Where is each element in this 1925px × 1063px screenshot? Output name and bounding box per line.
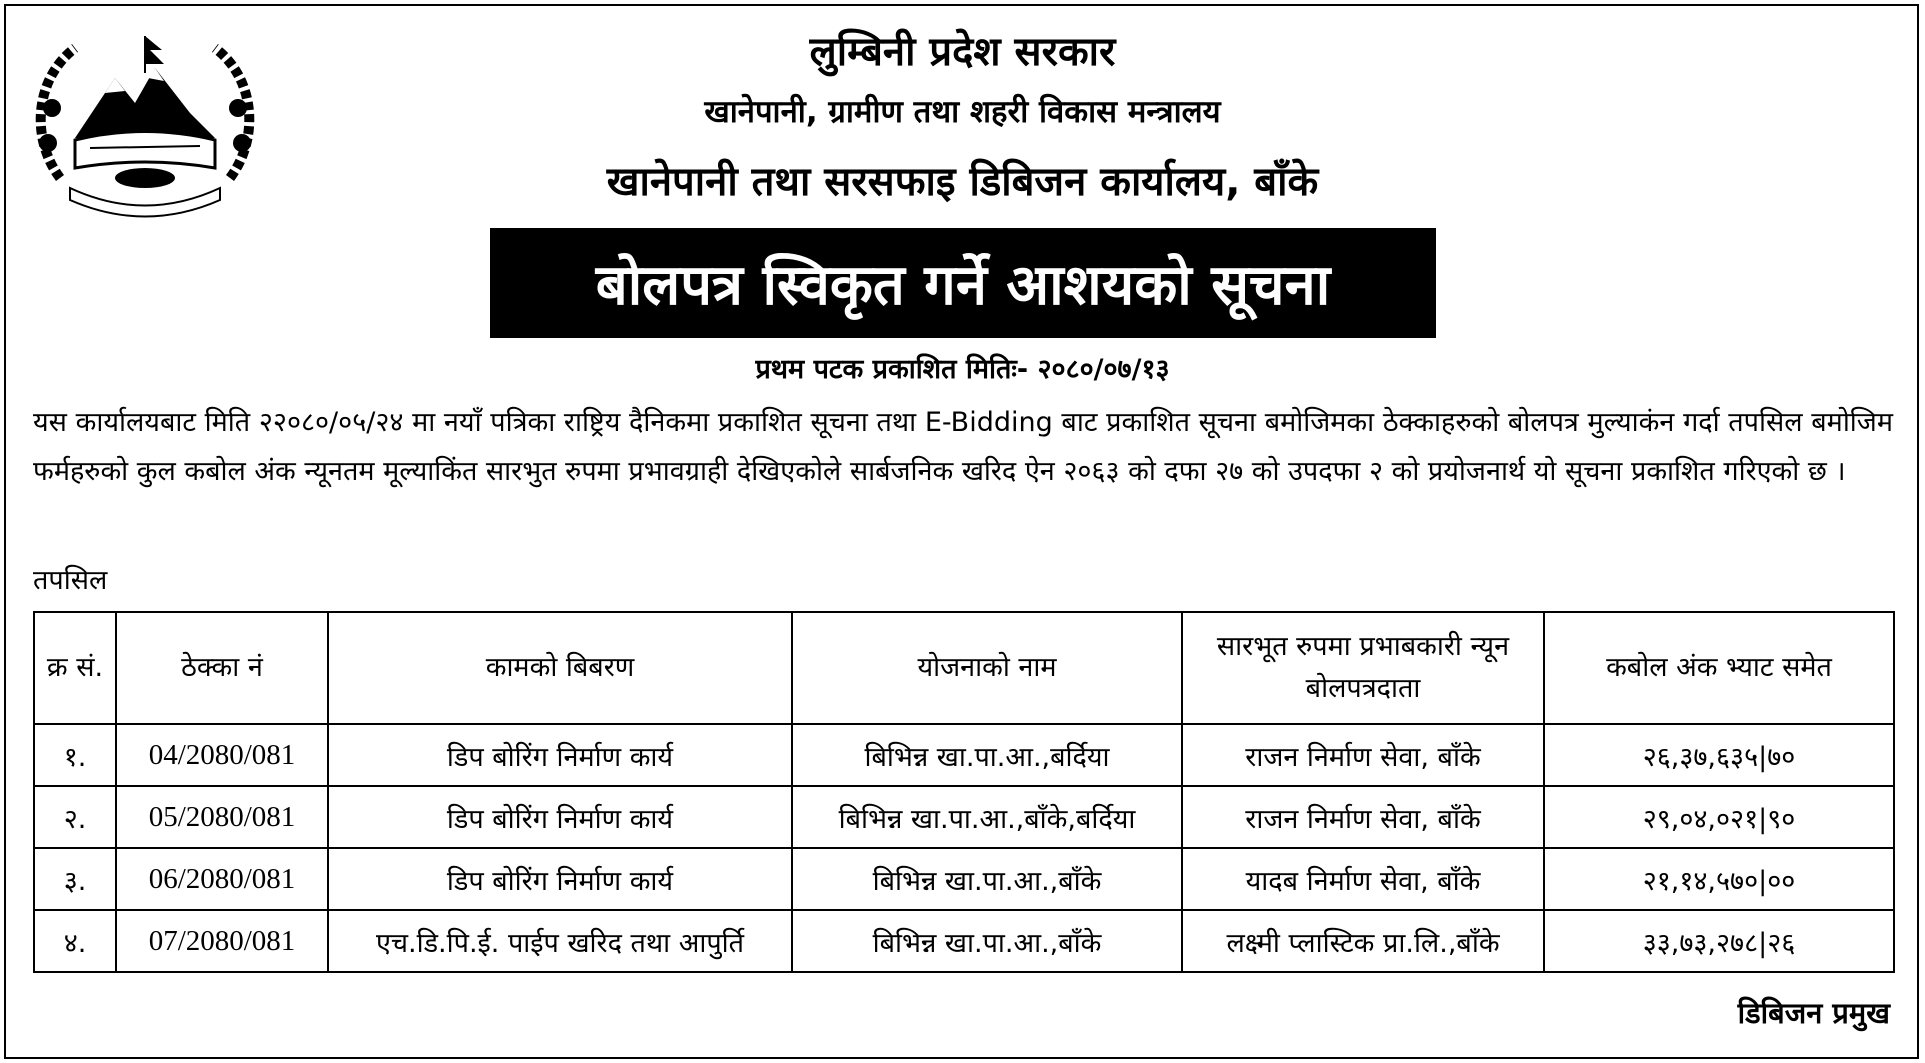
table-row	[34, 786, 1894, 848]
notice-body: यस कार्यालयबाट मिति २२०८०/०५/२४ मा नयाँ पत्रिका राष्ट्रिय दैनिकमा प्रकाशित सूचना तथा E-Bidding बाट प्रकाशित सूचना बमोजिमका ठेक्काहरुको बोलपत्र मुल्याकंन गर्दा तपसिल बमोजिम फर्महरुको कुल कबोल अंक न्यूनतम मूल्याकिंत सारभुत रुपमा प्रभावग्राही देखिएकोले सार्बजनिक खरिद ऐन २०६३ को दफा २७ को उपदफा २ को प्रयोजनार्थ यो सूचना प्रकाशित गरिएको छ ।	[33, 407, 1893, 487]
cell-bidder: लक्ष्मी प्लास्टिक प्रा.लि.,बाँके	[1182, 910, 1544, 972]
cell-contract-no: 05/2080/081	[116, 786, 328, 848]
cell-bid-amount: ३३,७३,२७८|२६	[1544, 910, 1894, 972]
cell-bid-amount: २९,०४,०२१|९०	[1544, 786, 1894, 848]
cell-project-name: बिभिन्न खा.पा.आ.,बाँके	[792, 848, 1182, 910]
cell-work-description: डिप बोरिंग निर्माण कार्य	[328, 786, 792, 848]
cell-serial: २.	[34, 786, 116, 848]
bid-table	[33, 611, 1895, 973]
header-bidder: सारभूत रुपमा प्रभाबकारी न्यून बोलपत्रदाता	[1182, 612, 1544, 724]
cell-bid-amount: २१,१४,५७०|००	[1544, 848, 1894, 910]
cell-bid-amount: २६,३७,६३५|७०	[1544, 724, 1894, 786]
cell-serial: ३.	[34, 848, 116, 910]
header-bid-amount: कबोल अंक भ्याट समेत	[1544, 612, 1894, 724]
cell-project-name: बिभिन्न खा.पा.आ.,बाँके	[792, 910, 1182, 972]
government-name: लुम्बिनी प्रदेश सरकार	[809, 29, 1116, 75]
cell-contract-no: 04/2080/081	[116, 724, 328, 786]
header-serial: क्र सं.	[34, 612, 116, 724]
notice-title: बोलपत्र स्विकृत गर्ने आशयको सूचना	[490, 228, 1436, 338]
table-row	[34, 724, 1894, 786]
header-contract-no: ठेक्का नं	[116, 612, 328, 724]
table-row	[34, 910, 1894, 972]
cell-work-description: डिप बोरिंग निर्माण कार्य	[328, 724, 792, 786]
header-project-name: योजनाको नाम	[792, 612, 1182, 724]
ministry-name: खानेपानी, ग्रामीण तथा शहरी विकास मन्त्रालय	[704, 94, 1221, 130]
office-name: खानेपानी तथा सरसफाइ डिबिजन कार्यालय, बाँके	[606, 159, 1319, 205]
cell-contract-no: 06/2080/081	[116, 848, 328, 910]
cell-contract-no: 07/2080/081	[116, 910, 328, 972]
cell-work-description: डिप बोरिंग निर्माण कार्य	[328, 848, 792, 910]
cell-bidder: यादब निर्माण सेवा, बाँके	[1182, 848, 1544, 910]
published-date: प्रथम पटक प्रकाशित मितिः- २०८०/०७/१३	[755, 354, 1170, 385]
signature-title: डिबिजन प्रमुख	[1737, 996, 1890, 1030]
cell-bidder: राजन निर्माण सेवा, बाँके	[1182, 786, 1544, 848]
schedule-label: तपसिल	[33, 565, 108, 596]
cell-project-name: बिभिन्न खा.पा.आ.,बर्दिया	[792, 724, 1182, 786]
cell-serial: ४.	[34, 910, 116, 972]
header-work-description: कामको बिबरण	[328, 612, 792, 724]
table-header-row	[34, 612, 1894, 724]
cell-work-description: एच.डि.पि.ई. पाईप खरिद तथा आपुर्ति	[328, 910, 792, 972]
cell-serial: १.	[34, 724, 116, 786]
table-row	[34, 848, 1894, 910]
cell-project-name: बिभिन्न खा.पा.आ.,बाँके,बर्दिया	[792, 786, 1182, 848]
cell-bidder: राजन निर्माण सेवा, बाँके	[1182, 724, 1544, 786]
